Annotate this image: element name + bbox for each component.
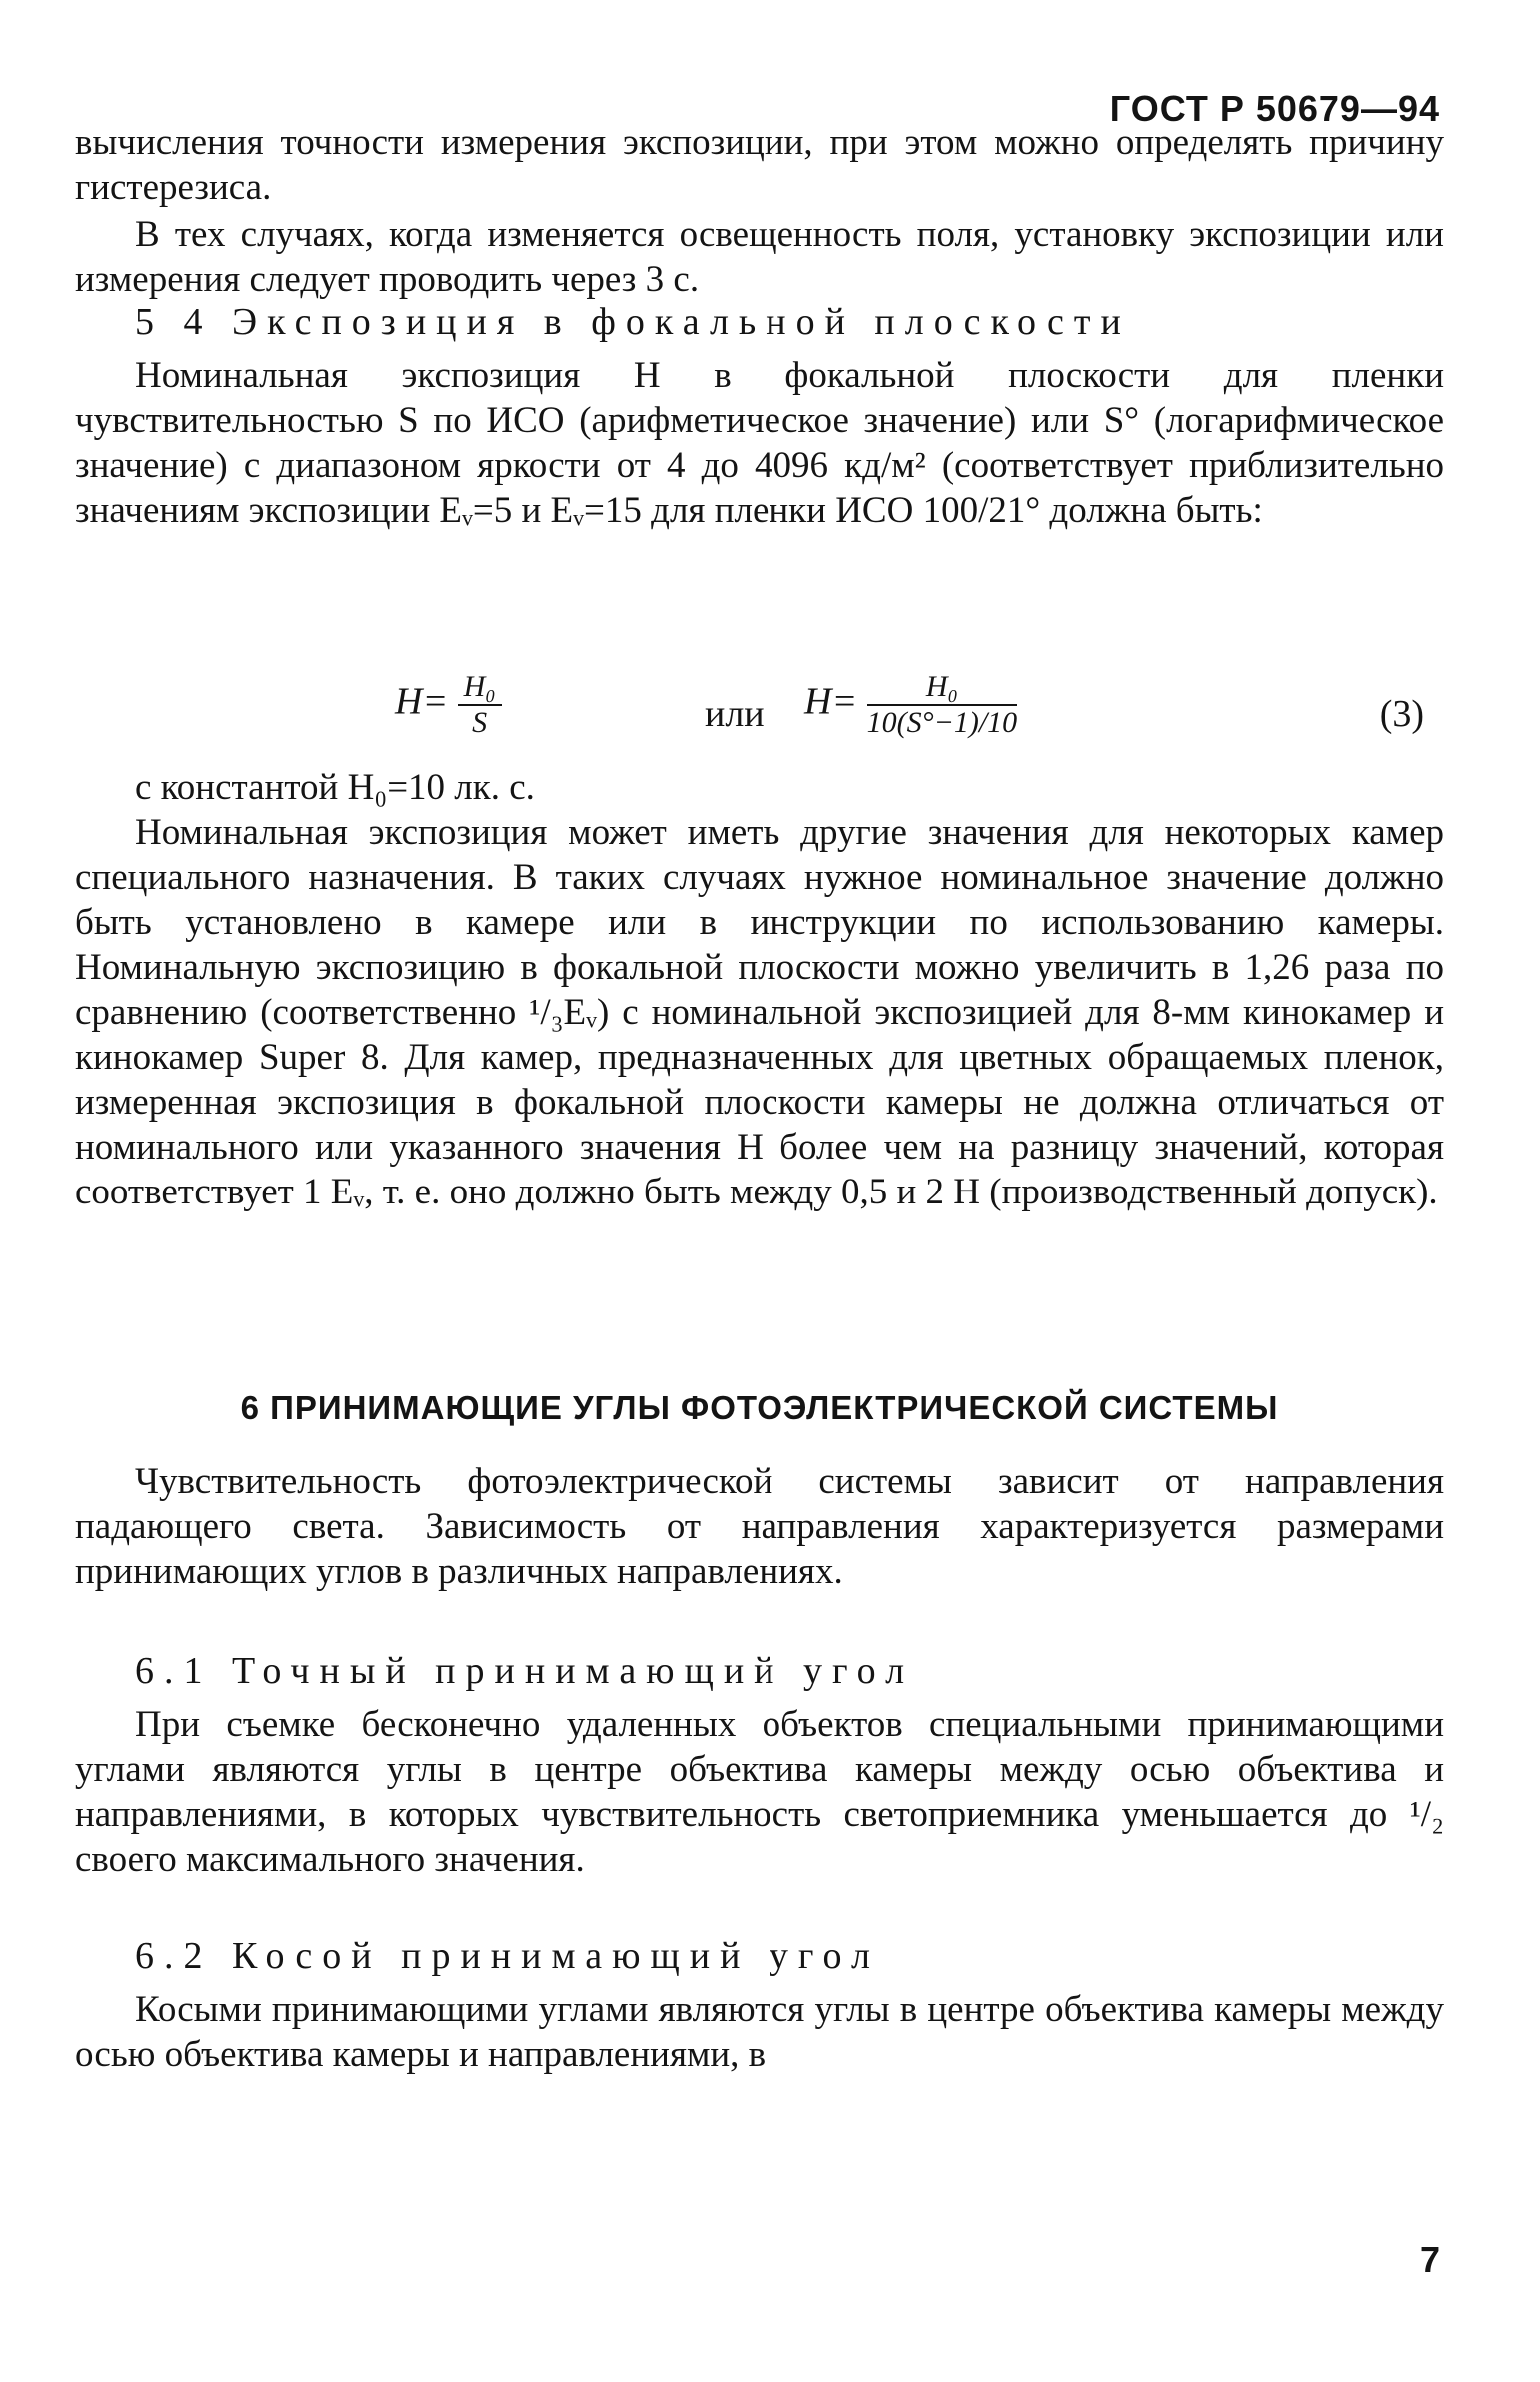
- section-6-heading: 6 ПРИНИМАЮЩИЕ УГЛЫ ФОТОЭЛЕКТРИЧЕСКОЙ СИСТЕМЫ: [240, 1389, 1279, 1426]
- section-6-1-paragraph: При съемке бесконечно удаленных объектов специальными принимающими углами являются углы в центре объектива камеры между осью объектива и направлениями, в которых чувствительность светоприемника уменьшается до ¹/₂ своего максимального значения.: [75, 1704, 1444, 1880]
- section-5-4-paragraph-2: Номинальная экспозиция может иметь другие значения для некоторых камер специального назначения. В таких случаях нужное номинальное значение должно быть установлено в камере или в инструкции по использованию камеры. Номинальную экспозицию в фокальной плоскости можно увеличить в 1,26 раза по сравнению (соответственно ¹/₃Eᵥ) с номинальной экспозицией для 8-мм кинокамер и кинокамер Super 8. Для камер, предназначенных для цветных обращаемых пленок, измеренная экспозиция в фокальной плоскости камеры не должна отличаться от номинального или указанного значения H более чем на разницу значений, которая соответствует 1 Eᵥ, т. е. оно должно быть между 0,5 и 2 H (производственный допуск).: [75, 812, 1444, 1212]
- section-6-2: [75, 1934, 1444, 2077]
- paragraph-top: [75, 120, 1444, 210]
- section-6-paragraph: Чувствительность фотоэлектрической системы зависит от направления падающего света. Зависимость от направления характеризуется размерами принимающих углов в различных направлениях.: [75, 1461, 1444, 1592]
- section-5-4-heading: 5 4 Экспозиция в фокальной плоскости: [135, 301, 1131, 343]
- formula-lhs-2: H=: [804, 680, 858, 723]
- section-5-4: [75, 300, 1444, 533]
- formula-number: (3): [1379, 693, 1424, 735]
- formula-or: или: [705, 693, 765, 735]
- formula-numerator-1: H₀: [458, 670, 502, 706]
- formula-denominator-1: S: [472, 706, 488, 739]
- section-6-1: [75, 1649, 1444, 1882]
- paragraph-top-text: вычисления точности измерения экспозиции, при этом можно определять причину гистерезиса.: [75, 122, 1444, 208]
- section-6-2-heading: 6.2 Косой принимающий угол: [135, 1935, 881, 1977]
- section-5-4-paragraph-1: Номинальная экспозиция H в фокальной плоскости для пленки чувствительностью S по ИСО (арифметическое значение) или S° (логарифмическое значение) с диапазоном яркости от 4 до 4096 кд/м² (соответствует приблизительно значениям экспозиции Eᵥ=5 и Eᵥ=15 для пленки ИСО 100/21° должна быть:: [75, 355, 1444, 531]
- formula-numerator-2: H₀: [867, 670, 1018, 706]
- section-6: [75, 1459, 1444, 1594]
- formula-fraction-2: [867, 670, 1018, 740]
- formula-denominator-2: 10(S°−1)/10: [866, 706, 1018, 739]
- section-6-2-paragraph: Косыми принимающими углами являются углы в центре объектива камеры между осью объектива камеры и направлениями, в: [75, 1989, 1444, 2075]
- page-number: 7: [1419, 2239, 1440, 2280]
- section-5-4-continued: [75, 765, 1444, 1214]
- formula-fraction-1: [458, 670, 502, 740]
- constant-line: с константой H₀=10 лк. с.: [135, 767, 535, 808]
- section-6-1-heading: 6.1 Точный принимающий угол: [135, 1650, 915, 1692]
- standard-code-header: ГОСТ Р 50679—94: [1109, 88, 1440, 129]
- formula-lhs-1: H=: [395, 680, 449, 723]
- formula-3: [75, 670, 1444, 760]
- paragraph-illumination: [75, 212, 1444, 302]
- formula-part-1: [395, 670, 502, 740]
- formula-part-2: [804, 670, 1017, 740]
- paragraph-illumination-text: В тех случаях, когда изменяется освещенность поля, установку экспозиции или измерения следует проводить через 3 с.: [75, 214, 1444, 300]
